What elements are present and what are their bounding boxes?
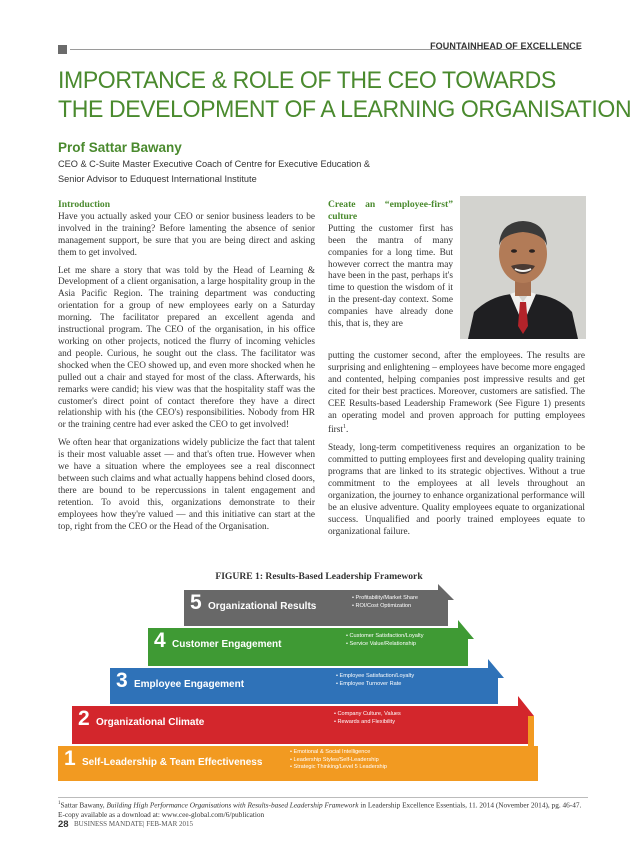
level-2-bullets <box>334 711 401 726</box>
intro-paragraph-2: Let me share a story that was told by the Head of Learning & Development of a client organisation, a large hospitality group in the Asia Pacific Region. The training department was conducting orientation for a group of new employees early on a Saturday morning. The facilitator prepared an excellent agenda and instructional program. The CEO of the organisation, in his office working on other projects, noticed the flurry of incoming vehicles and people. Curious, he sought out the class. The facilitator was shocked when the CEO showed up, and even more shocked when he pulled out a chair and stayed for most of the class. Afterwards, his remarks were candid; his view was that the hospitality staff was the customer's direct point of contact therefore they have a direct relationship with his (the CEO's) responsibilities. Nobody from HR or the training centre had ever asked the CEO to get involved! <box>58 265 315 431</box>
framework-level-5 <box>184 590 444 626</box>
footnote-text-b: in Leadership Excellence Essentials, 11. 2014 (November 2014), pg. 46-47. E-copy available as a download at: www.cee-global.com/6/publication <box>58 800 582 820</box>
section-marker <box>58 45 67 54</box>
affiliation-line-2: Senior Advisor to Eduquest International Institute <box>58 174 257 184</box>
framework-level-1 <box>58 746 534 782</box>
framework-figure <box>58 584 586 783</box>
level-4-bullet-2: • Service Value/Relationship <box>346 640 416 647</box>
footnote <box>58 799 588 820</box>
intro-paragraph-1: Have you actually asked your CEO or senior business leaders to be involved in the training? Before lamenting the absence of senior management support, be sure that you are being direct and asking them to get involved. <box>58 211 315 258</box>
author-affiliation <box>58 157 378 187</box>
footnote-text-a: Sattar Bawany, <box>60 800 107 810</box>
culture-paragraph-1-rest <box>328 351 585 437</box>
right-column-top <box>328 199 453 337</box>
footnote-reference: 1 <box>342 424 346 431</box>
title-line-2: THE DEVELOPMENT OF A LEARNING ORGANISATION <box>58 96 632 123</box>
level-2-bullet-1: • Company Culture, Values <box>334 711 401 717</box>
article-title <box>58 66 632 124</box>
culture-paragraph-2: Steady, long-term competitiveness requires an organization to be committed to putting employees first and developing quality training programs that are linked to its strategic objectives. Without a true commitment to the employees at all levels throughout an organization, the journey to enhance organizational performance will be an elusive adventure. Quality employees equate to organizational success. Unqualified and poorly trained employees equate to organizational failure. <box>328 443 585 537</box>
intro-paragraph-3: We often hear that organizations widely publicize the fact that talent is their most valuable asset — and that's often true. However when we have a situation where the employees see a real disconnect between such claims and what actually happens behind closed doors, there are bound to be repercussions in talent engagement and retention. To avoid this, organizations demonstrate to their employees how they're valued — and this initiative can start at the top, right from the CEO or the Head of the Organisation. <box>58 438 315 532</box>
title-line-1: IMPORTANCE & ROLE OF THE CEO TOWARDS <box>58 67 556 94</box>
level-2-label: Organizational Climate <box>96 717 205 728</box>
level-1-bullet-1: • Emotional & Social Intelligence <box>290 749 371 755</box>
page-number: 28 <box>58 819 69 830</box>
level-4-label: Customer Engagement <box>172 639 282 650</box>
level-4-bullet-1: • Customer Satisfaction/Loyalty <box>346 633 424 639</box>
left-column <box>58 199 315 539</box>
level-1-number: 1 <box>64 747 76 770</box>
framework-level-2 <box>72 706 522 742</box>
level-5-bullet-2: • ROI/Cost Optimization <box>352 602 412 609</box>
level-3-bullet-2: • Employee Turnover Rate <box>336 680 402 687</box>
level-2-number: 2 <box>78 707 90 730</box>
level-5-number: 5 <box>190 591 202 614</box>
culture-paragraph-1-end: . <box>345 425 349 436</box>
level-3-bullet-1: • Employee Satisfaction/Loyalty <box>336 673 415 679</box>
level-1-label: Self-Leadership & Team Effectiveness <box>82 757 263 768</box>
level-5-bullet-1: • Profitability/Market Share <box>352 595 418 601</box>
affiliation-line-1: CEO & C-Suite Master Executive Coach of Centre for Executive Education & <box>58 159 371 169</box>
level-2-bullet-2: • Rewards and Flexibility <box>334 718 396 725</box>
level-3-bullets <box>336 673 414 688</box>
culture-paragraph-1-body: putting the customer second, after the employees. The results are surprising and enlightening – employees have become more engaged and contented, helping companies post impressive results and get cited for their best practices. Moreover, customers are satisfied. The CEE Results-based Leadership Framework (See Figure 1) presents an operating model and proven approach for putting employees first <box>328 351 585 436</box>
portrait-image <box>460 196 586 339</box>
figure-caption: FIGURE 1: Results-Based Leadership Framework <box>215 571 423 582</box>
framework-level-4 <box>148 628 468 664</box>
level-4-bullets <box>346 633 424 648</box>
footnote-marker: 1 <box>58 801 61 806</box>
framework-level-3 <box>110 668 490 704</box>
culture-heading: Create an “employee-first” culture <box>328 199 453 222</box>
publication-name: BUSINESS MANDATE| FEB-MAR 2015 <box>74 820 194 828</box>
right-column <box>328 351 585 545</box>
level-4-number: 4 <box>154 629 166 652</box>
author-photo <box>460 196 586 339</box>
culture-paragraph-1-top: Putting the customer first has been the mantra of many companies for a long time. But however correct the mantra may have been in the past, perhaps it's time to question the wisdom of it in the present-day context. Some companies have already done this, that is, they are <box>328 223 453 330</box>
footnote-rule <box>58 797 588 798</box>
section-label: FOUNTAINHEAD OF EXCELLENCE <box>430 41 582 51</box>
level-3-number: 3 <box>116 669 128 692</box>
author-name: Prof Sattar Bawany <box>58 140 182 155</box>
level-3-label: Employee Engagement <box>134 679 245 690</box>
level-5-bullets <box>352 595 418 610</box>
level-1-bullet-2: • Leadership Styles/Self-Leadership <box>290 756 379 763</box>
footnote-book-title: Building High Performance Organisations with Results-based Leadership Framework <box>106 800 359 810</box>
level-1-bullets <box>290 749 387 772</box>
intro-heading: Introduction <box>58 199 111 210</box>
level-5-label: Organizational Results <box>208 601 317 612</box>
level-1-bullet-3: • Strategic Thinking/Level 5 Leadership <box>290 764 388 770</box>
